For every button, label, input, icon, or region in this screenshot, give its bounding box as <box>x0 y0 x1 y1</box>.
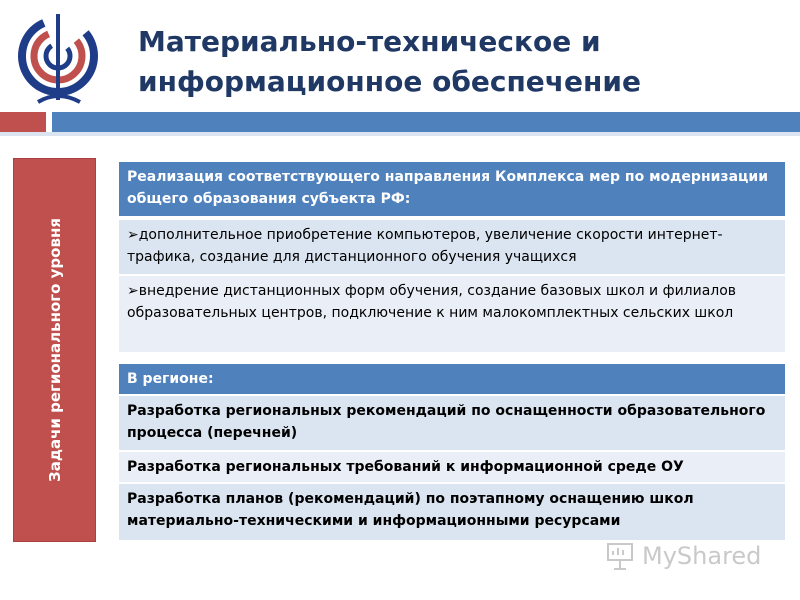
block1-item <box>119 220 785 274</box>
block1-header-text: Реализация соответствующего направления Комплекса мер по модернизации общего образования субъекта РФ: <box>127 169 769 207</box>
block1-header <box>119 162 785 216</box>
side-panel <box>13 158 96 542</box>
watermark <box>606 536 786 576</box>
block1-item <box>119 276 785 352</box>
block2-header <box>119 364 785 394</box>
block2-item <box>119 484 785 540</box>
block2-item-text: Разработка региональных рекомендаций по оснащенности образовательного процесса (перечней) <box>127 403 766 441</box>
divider-blue <box>52 112 800 132</box>
watermark-text: MyShared <box>642 542 762 570</box>
bullet-arrow-icon: ➢ <box>127 283 139 299</box>
block1-item-text: внедрение дистанционных форм обучения, создание базовых школ и филиалов образовательных центров, подключение к ним малокомплектных сельских школ <box>127 283 737 321</box>
presentation-icon <box>606 541 634 571</box>
bullet-arrow-icon: ➢ <box>127 227 139 243</box>
divider-red <box>0 112 46 132</box>
divider-light <box>0 132 800 136</box>
block2-item <box>119 452 785 482</box>
side-label: Задачи регионального уровня <box>45 218 64 482</box>
block2-item <box>119 396 785 450</box>
logo-icon <box>14 10 104 110</box>
block2-header-text: В регионе: <box>127 371 214 387</box>
block2-item-text: Разработка региональных требований к информационной среде ОУ <box>127 459 684 475</box>
page-title: Материально-техническое и информационное обеспечение <box>138 25 641 98</box>
block2-item-text: Разработка планов (рекомендаций) по поэтапному оснащению школ материально-техническими и информационными ресурсами <box>127 491 694 529</box>
block1-item-text: дополнительное приобретение компьютеров, увеличение скорости интернет-трафика, создание для дистанционного обучения учащихся <box>127 227 723 265</box>
